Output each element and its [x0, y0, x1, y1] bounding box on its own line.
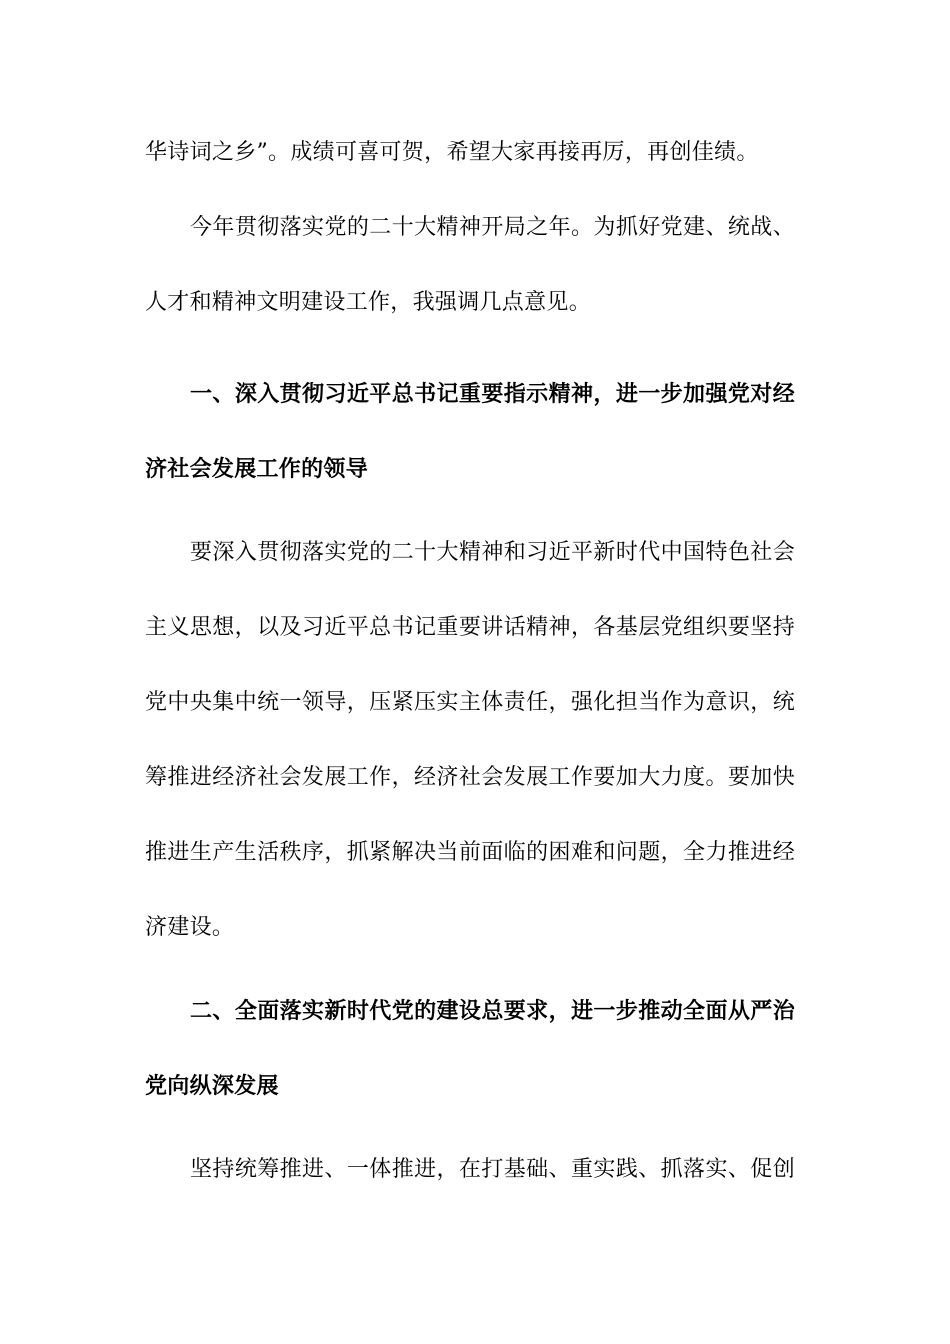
- paragraph-line: 济建设。: [145, 915, 235, 940]
- paragraph-line: 筹推进经济社会发展工作，经济社会发展工作要加大力度。要加快: [145, 765, 795, 790]
- paragraph-line: 推进生产生活秩序，抓紧解决当前面临的困难和问题，全力推进经: [145, 840, 795, 865]
- paragraph-line: 坚持统筹推进、一体推进，在打基础、重实践、抓落实、促创: [190, 1157, 795, 1182]
- paragraph-line: 今年贯彻落实党的二十大精神开局之年。为抓好党建、统战、: [190, 215, 795, 240]
- paragraph-line: 要深入贯彻落实党的二十大精神和习近平新时代中国特色社会: [190, 540, 795, 565]
- paragraph-line: 人才和精神文明建设工作，我强调几点意见。: [145, 290, 592, 315]
- section-heading-2-cont: 党向纵深发展: [145, 1074, 279, 1099]
- paragraph-line: 华诗词之乡”。成绩可喜可贺，希望大家再接再厉，再创佳绩。: [145, 140, 759, 165]
- section-heading-1: 一、深入贯彻习近平总书记重要指示精神，进一步加强党对经: [190, 382, 795, 407]
- section-heading-2: 二、全面落实新时代党的建设总要求，进一步推动全面从严治: [190, 999, 795, 1024]
- paragraph-line: 党中央集中统一领导，压紧压实主体责任，强化担当作为意识，统: [145, 690, 795, 715]
- paragraph-line: 主义思想，以及习近平总书记重要讲话精神，各基层党组织要坚持: [145, 615, 795, 640]
- section-heading-1-cont: 济社会发展工作的领导: [145, 457, 369, 482]
